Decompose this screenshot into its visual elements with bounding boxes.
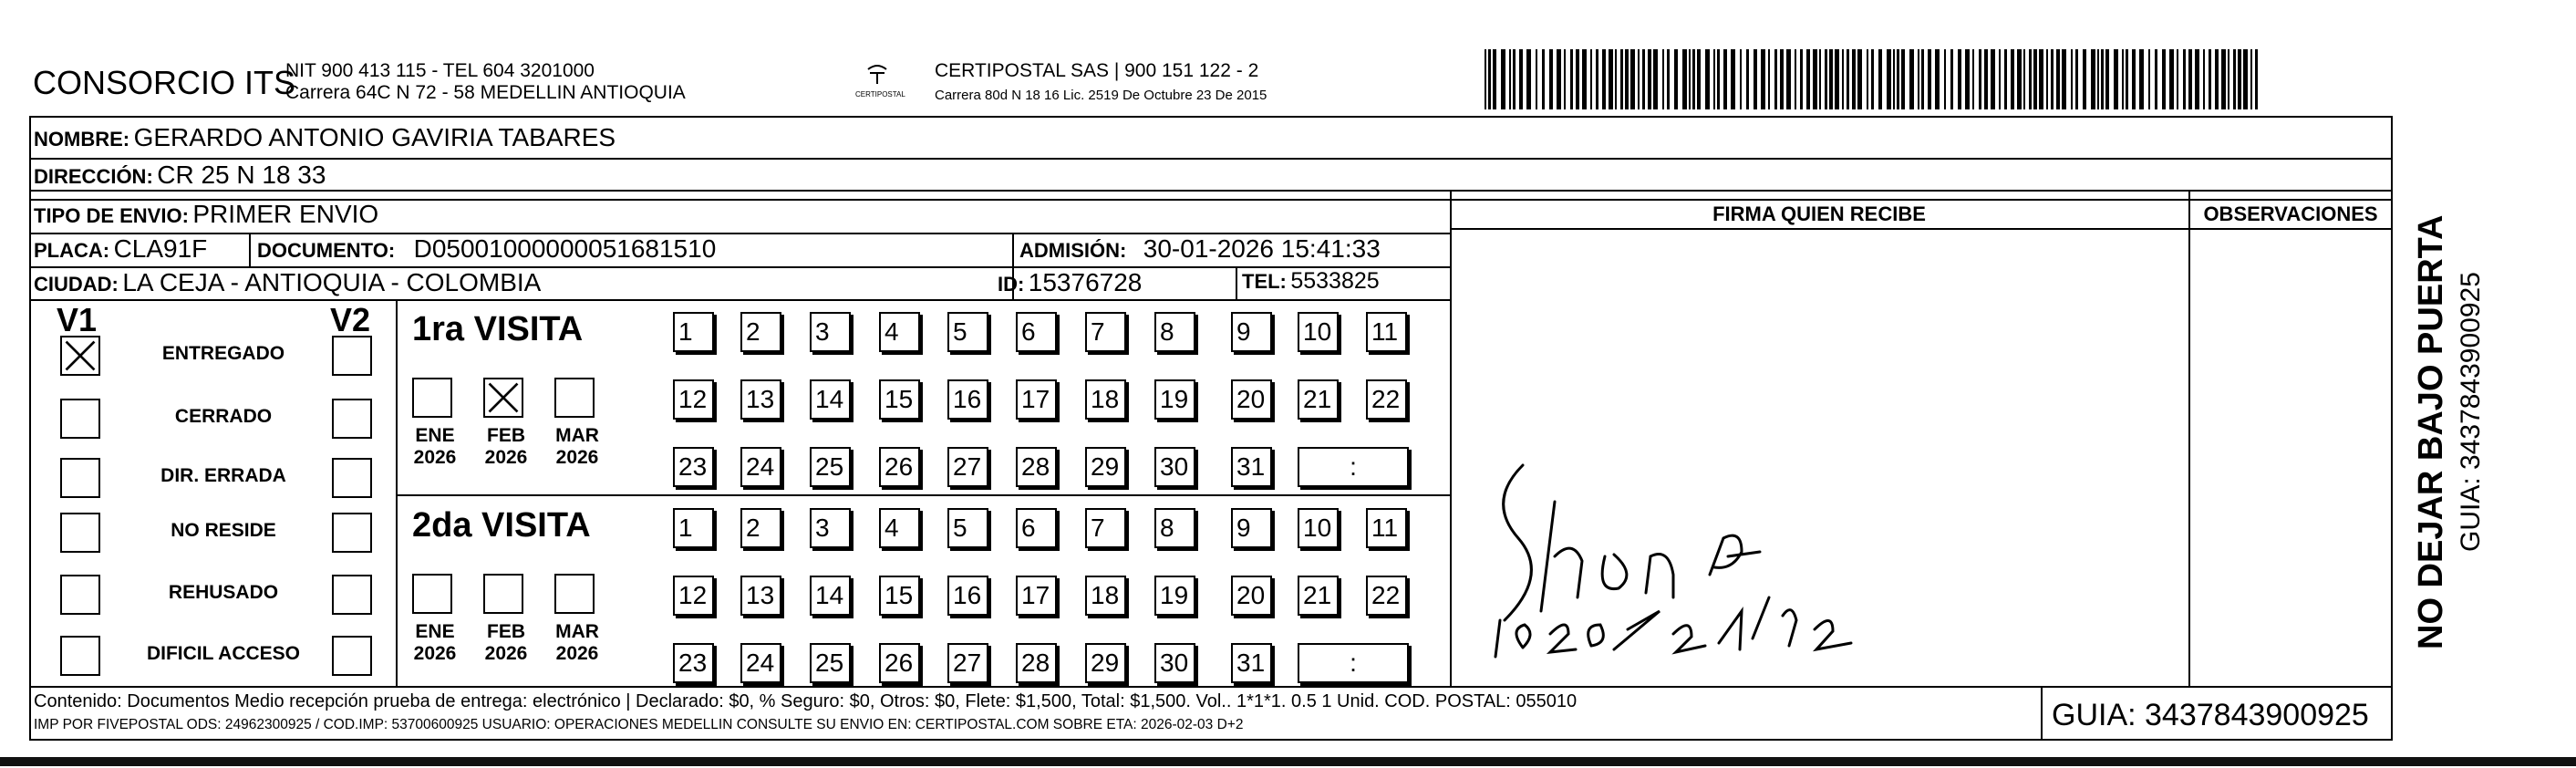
barcode-bar [1935, 49, 1940, 109]
day-box[interactable]: 25 [810, 643, 851, 683]
v1-checkbox[interactable] [60, 458, 100, 498]
barcode-bar [2177, 49, 2178, 109]
barcode-bar [1740, 49, 1742, 109]
barcode-bar [1662, 49, 1664, 109]
day-box[interactable]: 28 [1016, 643, 1057, 683]
visit-title: 1ra VISITA [412, 310, 584, 348]
admision-row: ADMISIÓN: 30-01-2026 15:41:33 [1019, 234, 1381, 263]
side-guia: GUIA: 3437843900925 [2456, 272, 2486, 552]
barcode-bar [2132, 49, 2136, 109]
barcode-bar [1501, 49, 1505, 109]
barcode [1485, 49, 2258, 109]
barcode-bar [1638, 49, 1640, 109]
company-address: Carrera 64C N 72 - 58 MEDELLIN ANTIOQUIA [285, 82, 686, 103]
barcode-bar [2075, 49, 2078, 109]
barcode-bar [2051, 49, 2054, 109]
barcode-bar [2233, 49, 2236, 109]
barcode-bar [2126, 49, 2128, 109]
visit-title: 2da VISITA [412, 506, 591, 545]
company-name: CONSORCIO ITS [33, 64, 296, 101]
barcode-bar [1918, 49, 1919, 109]
barcode-bar [2083, 49, 2086, 109]
placa-row: PLACA: CLA91F [34, 234, 208, 263]
barcode-bar [1921, 49, 1924, 109]
month-label: FEB [487, 425, 525, 446]
barcode-bar [2105, 49, 2109, 109]
barcode-bar [2011, 49, 2014, 109]
firma-header: FIRMA QUIEN RECIBE [1712, 202, 1926, 225]
barcode-bar [1928, 49, 1931, 109]
barcode-bar [1493, 49, 1496, 109]
day-box[interactable]: 27 [947, 447, 988, 487]
day-box[interactable]: 15 [879, 379, 920, 420]
barcode-bar [1620, 49, 1623, 109]
barcode-bar [2039, 49, 2043, 109]
barcode-bar [1557, 49, 1561, 109]
day-box[interactable]: 7 [1085, 312, 1126, 352]
barcode-bar [1901, 49, 1905, 109]
barcode-bar [1682, 49, 1687, 109]
barcode-bar [1549, 49, 1553, 109]
day-box[interactable]: 30 [1154, 643, 1195, 683]
admision-value: 30-01-2026 15:41:33 [1143, 234, 1381, 263]
barcode-bar [2169, 49, 2174, 109]
certipostal-info: CERTIPOSTAL SAS | 900 151 122 - 2 [935, 60, 1259, 81]
day-box[interactable]: 5 [947, 312, 988, 352]
hour-box[interactable]: : [1298, 643, 1409, 683]
month-checkbox[interactable] [483, 574, 523, 614]
barcode-bar [1564, 49, 1566, 109]
certipostal-logo [855, 64, 905, 104]
barcode-bar [2046, 49, 2048, 109]
status-option-label: DIFICIL ACCESO [146, 643, 300, 664]
barcode-bar [2221, 49, 2226, 109]
v1-checkbox[interactable] [60, 636, 100, 676]
year-label: 2026 [484, 643, 528, 664]
barcode-bar [1642, 49, 1645, 109]
barcode-bar [1625, 49, 1629, 109]
v2-checkbox[interactable] [332, 636, 372, 676]
barcode-bar [1909, 49, 1914, 109]
barcode-bar [1800, 49, 1803, 109]
barcode-bar [1867, 49, 1868, 109]
barcode-bar [2139, 49, 2144, 109]
day-box[interactable]: 24 [740, 643, 781, 683]
barcode-bar [1717, 49, 1720, 109]
status-option-label: ENTREGADO [161, 343, 285, 364]
barcode-bar [1731, 49, 1735, 109]
barcode-bar [1780, 49, 1784, 109]
day-box[interactable]: 29 [1085, 643, 1126, 683]
day-box[interactable]: 23 [673, 447, 714, 487]
month-checkbox[interactable] [554, 574, 595, 614]
barcode-bar [1689, 49, 1691, 109]
barcode-bar [1485, 49, 1486, 109]
v2-header: V2 [330, 301, 371, 338]
barcode-bar [1746, 49, 1749, 109]
tel-value: 5533825 [1290, 268, 1380, 294]
day-box[interactable]: 9 [1231, 508, 1272, 548]
status-option-label: CERRADO [174, 406, 273, 427]
barcode-bar [2062, 49, 2066, 109]
barcode-bar [2255, 49, 2258, 109]
barcode-bar [2183, 49, 2186, 109]
day-box[interactable]: 3 [810, 312, 851, 352]
barcode-bar [2004, 49, 2007, 109]
barcode-bar [2188, 49, 2192, 109]
month-checkbox[interactable] [483, 378, 523, 418]
tipo-envio-value: PRIMER ENVIO [192, 200, 379, 228]
documento-row: DOCUMENTO: D05001000000051681510 [257, 234, 717, 263]
day-box[interactable]: 12 [673, 576, 714, 616]
direccion-row: DIRECCIÓN: CR 25 N 18 33 [34, 161, 326, 189]
day-box[interactable]: 18 [1085, 379, 1126, 420]
day-box[interactable]: 30 [1154, 447, 1195, 487]
day-box[interactable]: 15 [879, 576, 920, 616]
barcode-bar [1965, 49, 1970, 109]
imp-line: IMP POR FIVEPOSTAL ODS: 24962300925 / COD.IMP: 53700600925 USUARIO: OPERACIONES MEDELLIN CONSULTE SU ENVIO EN: CERTIPOSTAL.COM SOBRE ETA: 2026-02-03 D+2 [34, 717, 1244, 732]
barcode-bar [1488, 49, 1491, 109]
barcode-bar [1705, 49, 1710, 109]
day-box[interactable]: 26 [879, 447, 920, 487]
barcode-bar [1835, 49, 1839, 109]
barcode-bar [1825, 49, 1827, 109]
barcode-bar [2091, 49, 2095, 109]
barcode-bar [1857, 49, 1862, 109]
day-box[interactable]: 10 [1298, 508, 1339, 548]
day-box[interactable]: 5 [947, 508, 988, 548]
v2-checkbox[interactable] [332, 336, 372, 376]
barcode-bar [1852, 49, 1856, 109]
day-box[interactable]: 9 [1231, 312, 1272, 352]
barcode-bar [1542, 49, 1545, 109]
barcode-bar [1519, 49, 1523, 109]
documento-value: D05001000000051681510 [413, 234, 717, 263]
day-box[interactable]: 14 [810, 379, 851, 420]
barcode-bar [1630, 49, 1635, 109]
year-label: 2026 [555, 643, 599, 664]
barcode-bar [2122, 49, 2124, 109]
id-value: 15376728 [1028, 268, 1143, 296]
v2-checkbox[interactable] [332, 458, 372, 498]
day-box[interactable]: 31 [1231, 643, 1272, 683]
barcode-bar [1674, 49, 1678, 109]
tipo-envio-row: TIPO DE ENVIO: PRIMER ENVIO [34, 200, 379, 228]
day-box[interactable]: 29 [1085, 447, 1126, 487]
barcode-bar [2162, 49, 2166, 109]
contenido-line: Contenido: Documentos Medio recepción prueba de entrega: electrónico | Declarado: $0, % Seguro: $0, Otros: $0, Flete: $1,500, Total: $1,500. Vol.. 1*1*1. 0.5 1 Unid. COD. POSTAL: 055010 [34, 691, 1578, 711]
barcode-bar [2017, 49, 2022, 109]
day-box[interactable]: 4 [879, 312, 920, 352]
day-box[interactable]: 26 [879, 643, 920, 683]
barcode-bar [1999, 49, 2001, 109]
barcode-bar [1713, 49, 1715, 109]
v1-checkbox[interactable] [60, 575, 100, 615]
barcode-bar [1991, 49, 1995, 109]
day-box[interactable]: 28 [1016, 447, 1057, 487]
day-box[interactable]: 13 [740, 576, 781, 616]
barcode-bar [1972, 49, 1974, 109]
day-box[interactable]: 2 [740, 508, 781, 548]
nombre-value: GERARDO ANTONIO GAVIRIA TABARES [133, 123, 616, 151]
status-option-label: NO RESIDE [171, 520, 276, 541]
day-box[interactable]: 21 [1298, 379, 1339, 420]
year-label: 2026 [413, 447, 457, 468]
month-label: ENE [415, 425, 455, 446]
barcode-bar [1602, 49, 1606, 109]
day-box[interactable]: 31 [1231, 447, 1272, 487]
v1-header: V1 [57, 301, 98, 338]
barcode-bar [1582, 49, 1587, 109]
barcode-bar [1944, 49, 1946, 109]
month-checkbox[interactable] [412, 378, 452, 418]
year-label: 2026 [413, 643, 457, 664]
barcode-bar [2155, 49, 2157, 109]
month-checkbox[interactable] [412, 574, 452, 614]
day-box[interactable]: 12 [673, 379, 714, 420]
hour-box[interactable]: : [1298, 447, 1409, 487]
barcode-bar [2250, 49, 2252, 109]
barcode-bar [1897, 49, 1899, 109]
day-box[interactable]: 13 [740, 379, 781, 420]
barcode-bar [1570, 49, 1573, 109]
barcode-bar [2203, 49, 2205, 109]
barcode-bar [1847, 49, 1849, 109]
barcode-bar [1615, 49, 1617, 109]
day-box[interactable]: 11 [1366, 312, 1407, 352]
year-label: 2026 [555, 447, 599, 468]
barcode-bar [2029, 49, 2032, 109]
day-box[interactable]: 20 [1231, 576, 1272, 616]
day-box[interactable]: 4 [879, 508, 920, 548]
barcode-bar [1958, 49, 1961, 109]
barcode-bar [1878, 49, 1882, 109]
barcode-bar [1871, 49, 1874, 109]
day-box[interactable]: 20 [1231, 379, 1272, 420]
day-box[interactable]: 10 [1298, 312, 1339, 352]
day-box[interactable]: 21 [1298, 576, 1339, 616]
day-box[interactable]: 6 [1016, 312, 1057, 352]
day-box[interactable]: 1 [673, 508, 714, 548]
barcode-bar [1950, 49, 1953, 109]
barcode-bar [1819, 49, 1821, 109]
barcode-bar [2238, 49, 2241, 109]
barcode-bar [2195, 49, 2199, 109]
month-label: MAR [555, 621, 599, 642]
v2-checkbox[interactable] [332, 513, 372, 553]
day-box[interactable]: 22 [1366, 576, 1407, 616]
month-label: ENE [415, 621, 455, 642]
barcode-bar [1513, 49, 1516, 109]
day-box[interactable]: 16 [947, 379, 988, 420]
barcode-bar [1653, 49, 1658, 109]
no-dejar-bajo-puerta: NO DEJAR BAJO PUERTA [2412, 214, 2450, 649]
barcode-bar [1979, 49, 1981, 109]
day-box[interactable]: 6 [1016, 508, 1057, 548]
barcode-bar [2215, 49, 2219, 109]
barcode-bar [1829, 49, 1833, 109]
certipostal-address: Carrera 80d N 18 16 Lic. 2519 De Octubre 23 De 2015 [935, 88, 1267, 103]
day-box[interactable]: 11 [1366, 508, 1407, 548]
day-box[interactable]: 27 [947, 643, 988, 683]
day-box[interactable]: 3 [810, 508, 851, 548]
direccion-value: CR 25 N 18 33 [157, 161, 326, 189]
day-box[interactable]: 7 [1085, 508, 1126, 548]
day-box[interactable]: 2 [740, 312, 781, 352]
day-box[interactable]: 23 [673, 643, 714, 683]
barcode-bar [1576, 49, 1579, 109]
day-box[interactable]: 18 [1085, 576, 1126, 616]
barcode-bar [2101, 49, 2104, 109]
barcode-bar [1761, 49, 1765, 109]
barcode-bar [1596, 49, 1598, 109]
ciudad-row: CIUDAD: LA CEJA - ANTIOQUIA - COLOMBIA [34, 268, 542, 296]
barcode-bar [2209, 49, 2211, 109]
barcode-bar [1590, 49, 1592, 109]
footer-guia: GUIA: 3437843900925 [2052, 698, 2369, 732]
barcode-bar [1723, 49, 1727, 109]
v2-checkbox[interactable] [332, 575, 372, 615]
v1-checkbox[interactable] [60, 336, 100, 376]
barcode-bar [2148, 49, 2150, 109]
barcode-bar [1984, 49, 1988, 109]
barcode-bar [1609, 49, 1613, 109]
day-box[interactable]: 17 [1016, 576, 1057, 616]
barcode-bar [1509, 49, 1511, 109]
year-label: 2026 [484, 447, 528, 468]
barcode-bar [2033, 49, 2037, 109]
barcode-bar [2056, 49, 2060, 109]
barcode-bar [1813, 49, 1817, 109]
barcode-bar [1526, 49, 1531, 109]
nombre-row: NOMBRE: GERARDO ANTONIO GAVIRIA TABARES [34, 123, 616, 151]
day-box[interactable]: 19 [1154, 576, 1195, 616]
day-box[interactable]: 8 [1154, 508, 1195, 548]
barcode-bar [2114, 49, 2118, 109]
company-nit: NIT 900 413 115 - TEL 604 3201000 [285, 60, 595, 81]
v1-checkbox[interactable] [60, 399, 100, 439]
day-box[interactable]: 1 [673, 312, 714, 352]
recipient-signature [1468, 438, 1979, 657]
day-box[interactable]: 22 [1366, 379, 1407, 420]
svg-text:CERTIPOSTAL: CERTIPOSTAL [855, 90, 905, 99]
barcode-bar [1754, 49, 1757, 109]
day-box[interactable]: 19 [1154, 379, 1195, 420]
barcode-bar [1842, 49, 1844, 109]
status-option-label: REHUSADO [168, 582, 279, 603]
barcode-bar [2071, 49, 2073, 109]
month-label: FEB [487, 621, 525, 642]
barcode-bar [1768, 49, 1770, 109]
day-box[interactable]: 8 [1154, 312, 1195, 352]
barcode-bar [1697, 49, 1701, 109]
barcode-bar [2023, 49, 2025, 109]
barcode-bar [2243, 49, 2248, 109]
barcode-bar [1806, 49, 1810, 109]
month-checkbox[interactable] [554, 378, 595, 418]
month-label: MAR [555, 425, 599, 446]
id-row: ID: 15376728 [998, 268, 1143, 296]
barcode-bar [1786, 49, 1791, 109]
status-option-label: DIR. ERRADA [160, 465, 286, 486]
barcode-bar [1692, 49, 1695, 109]
barcode-bar [1648, 49, 1651, 109]
tel-row: TEL: 5533825 [1242, 268, 1380, 294]
barcode-bar [1795, 49, 1796, 109]
barcode-bar [1774, 49, 1777, 109]
day-box[interactable]: 17 [1016, 379, 1057, 420]
barcode-bar [1667, 49, 1670, 109]
barcode-bar [1536, 49, 1537, 109]
barcode-bar [2228, 49, 2229, 109]
placa-value: CLA91F [113, 234, 208, 263]
v2-checkbox[interactable] [332, 399, 372, 439]
barcode-bar [1887, 49, 1891, 109]
day-box[interactable]: 24 [740, 447, 781, 487]
day-box[interactable]: 14 [810, 576, 851, 616]
day-box[interactable]: 25 [810, 447, 851, 487]
barcode-bar [2097, 49, 2099, 109]
barcode-bar [1893, 49, 1895, 109]
ciudad-value: LA CEJA - ANTIOQUIA - COLOMBIA [122, 268, 542, 296]
day-box[interactable]: 16 [947, 576, 988, 616]
observaciones-header: OBSERVACIONES [2203, 202, 2378, 225]
v1-checkbox[interactable] [60, 513, 100, 553]
